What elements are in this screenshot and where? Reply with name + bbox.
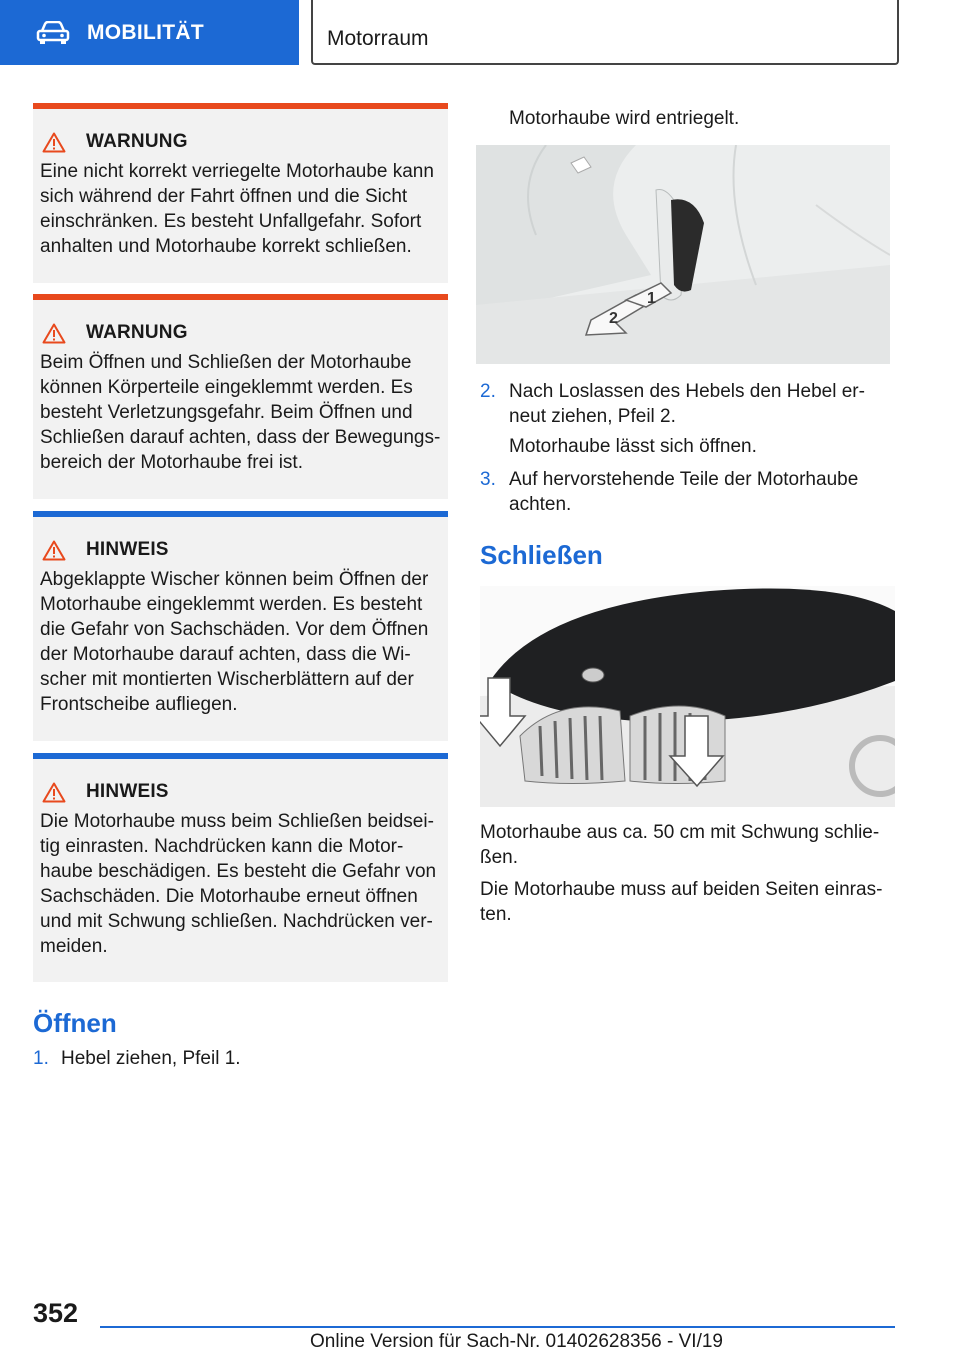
close-paragraph-1: Motorhaube aus ca. 50 cm mit Schwung schlie- ßen. xyxy=(480,822,880,868)
step-text: Nach Loslassen des Hebels den Hebel er- neut ziehen, Pfeil 2. xyxy=(509,381,865,427)
warning-box xyxy=(33,294,448,499)
warning-bar xyxy=(33,103,448,109)
close-paragraph-2: Die Motorhaube muss auf beiden Seiten einras- ten. xyxy=(480,879,883,925)
step-text: Hebel ziehen, Pfeil 1. xyxy=(61,1048,241,1069)
section-tab[interactable] xyxy=(0,0,299,65)
step-2 xyxy=(480,379,895,433)
page-number: 352 xyxy=(33,1298,79,1328)
warning-triangle-icon xyxy=(42,132,66,153)
step-2-result: Motorhaube lässt sich öffnen. xyxy=(509,436,757,457)
warning-box xyxy=(33,103,448,283)
hood-closing-image xyxy=(480,586,895,807)
car-icon xyxy=(36,21,70,45)
step-1 xyxy=(33,1046,448,1072)
note-title: HINWEIS xyxy=(86,781,169,802)
warning-triangle-icon xyxy=(42,323,66,344)
step-text: Auf hervorstehende Teile der Motorhaube achten. xyxy=(509,469,859,515)
step-3 xyxy=(480,467,895,521)
note-box xyxy=(33,753,448,982)
warning-text: Beim Öffnen und Schließen der Motorhaube können Körperteile eingeklemmt werden. Es besteht Verletzungsgefahr. Beim Öffnen und Schließen darauf achten, dass der Bewegungs- bereich der Motorhaube frei ist. xyxy=(40,352,441,473)
note-box xyxy=(33,511,448,741)
close-heading: Schließen xyxy=(480,540,603,570)
step-number: 3. xyxy=(480,469,496,490)
arrow-label-1: 1 xyxy=(647,290,656,307)
subsection-label: Motorraum xyxy=(327,26,429,50)
note-text: Abgeklappte Wischer können beim Öffnen der Motorhaube eingeklemmt werden. Es besteht die Gefahr von Sachschäden. Vor dem Öffnen der Motorhaube darauf achten, dass die Wi- scher mit montierten Wischerblättern auf der Frontscheibe aufliegen. xyxy=(40,569,429,715)
warning-title: WARNUNG xyxy=(86,131,188,152)
warning-triangle-icon xyxy=(42,782,66,803)
note-bar xyxy=(33,511,448,517)
hood-release-lever-image xyxy=(476,145,890,364)
step-number: 2. xyxy=(480,381,496,402)
warning-triangle-icon xyxy=(42,540,66,561)
warning-title: WARNUNG xyxy=(86,322,188,343)
footer-text: Online Version für Sach-Nr. 01402628356 - VI/19 xyxy=(310,1331,723,1352)
warning-text: Eine nicht korrekt verriegelte Motorhaube kann sich während der Fahrt öffnen und die Sicht einschränken. Es besteht Unfallgefahr. Sofort anhalten und Motorhaube korrekt schließen. xyxy=(40,161,434,257)
section-label: MOBILITÄT xyxy=(87,20,205,44)
open-heading: Öffnen xyxy=(33,1008,117,1038)
note-bar xyxy=(33,753,448,759)
note-title: HINWEIS xyxy=(86,539,169,560)
step-1-result: Motorhaube wird entriegelt. xyxy=(509,108,740,129)
footer-divider xyxy=(100,1326,895,1328)
warning-bar xyxy=(33,294,448,300)
note-text: Die Motorhaube muss beim Schließen beidsei- tig einrasten. Nachdrücken kann die Motor- haube beschädigen. Es besteht die Gefahr von Sachschäden. Die Motorhaube erneut öffnen und mit Schwung schließen. Nachdrücken ver- meiden. xyxy=(40,811,437,957)
subsection-tab[interactable] xyxy=(311,0,899,65)
arrow-label-2: 2 xyxy=(609,310,618,327)
hood-illustration xyxy=(480,586,895,807)
step-number: 1. xyxy=(33,1048,49,1069)
lever-illustration xyxy=(476,145,890,364)
